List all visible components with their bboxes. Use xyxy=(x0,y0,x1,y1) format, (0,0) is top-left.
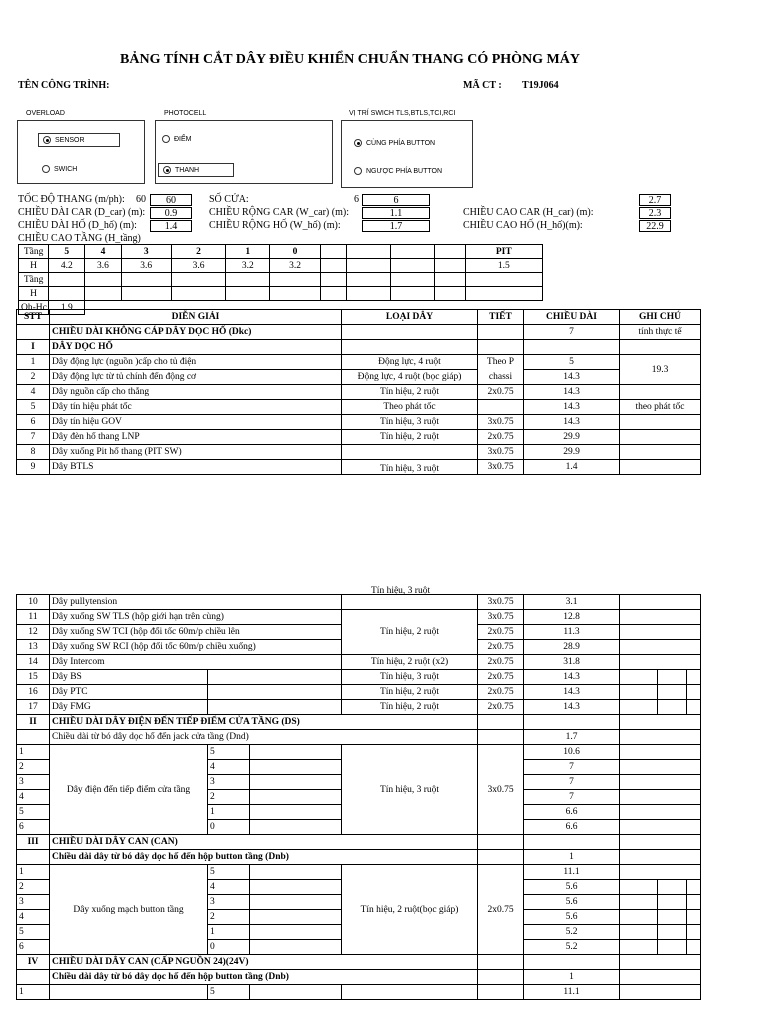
car-height-label: CHIỀU CAO CAR (H_car) (m): xyxy=(463,207,594,218)
overload-label: OVERLOAD xyxy=(26,110,65,117)
subsection-row: Chiều dài dây từ bó dây dọc hố đến hộp button tầng (Dnb) 1 xyxy=(17,850,701,865)
table-row: 4 2 7 xyxy=(17,790,701,805)
switch-position-label: VỊ TRÍ SWICH TLS,BTLS,TCI,RCI xyxy=(349,110,456,117)
table-row: 1 Dây điện đến tiếp điểm cửa tầng 5 Tín hiệu, 3 ruột 3x0.75 10.6 xyxy=(17,745,701,760)
table-row: 5 1 5.2 xyxy=(17,925,701,940)
floor-heights-table xyxy=(18,244,543,315)
photocell-group xyxy=(155,120,333,184)
photocell-label: PHOTOCELL xyxy=(164,110,207,117)
shaft-length-label: CHIỀU DÀI HỐ (D_hố) (m): xyxy=(18,220,137,231)
floor-height-label: CHIỀU CAO TẦNG (H_tầng) xyxy=(18,233,141,244)
switch-same-side-option[interactable]: CÙNG PHÍA BUTTON xyxy=(354,139,435,147)
overload-group xyxy=(17,120,145,184)
photocell-thanh-option[interactable]: THANH xyxy=(158,163,234,177)
table-row: 3 3 7 xyxy=(17,775,701,790)
table-row: 3 3 5.6 xyxy=(17,895,701,910)
table-row: 17 Dây FMG Tín hiệu, 2 ruột 2x0.75 14.3 xyxy=(17,700,701,715)
table-row: 14 Dây Intercom Tín hiệu, 2 ruột (x2) 2x0.75 31.8 xyxy=(17,655,701,670)
table-row: 8 Dây xuống Pit hố thang (PIT SW) 3x0.75 29.9 xyxy=(17,445,701,460)
subsection-row: Chiều dài từ bó dây dọc hố đến jack cửa tầng (Dnd) 1.7 xyxy=(17,730,701,745)
section-header: I DÂY DỌC HỐ xyxy=(17,340,701,355)
page-title: BẢNG TÍNH CẮT DÂY ĐIỀU KHIỂN CHUẨN THANG CÓ PHÒNG MÁY xyxy=(120,52,580,67)
table-row: 5 1 6.6 xyxy=(17,805,701,820)
table-row: 5 Dây tín hiệu phát tốc Theo phát tốc 14.3 theo phát tốc xyxy=(17,400,701,415)
code-value: T19J064 xyxy=(522,80,559,91)
shaft-width-input[interactable]: 1.7 xyxy=(362,220,430,232)
speed-value-a: 60 xyxy=(136,194,146,205)
cable-table-bottom xyxy=(16,594,701,1000)
table-row: 6 Dây tín hiệu GOV Tín hiệu, 3 ruột 3x0.75 14.3 xyxy=(17,415,701,430)
table-row: 1 Dây xuống mạch button tầng 5 Tín hiệu, 2 ruột(bọc giáp) 2x0.75 11.1 xyxy=(17,865,701,880)
doors-label: SỐ CỬA: xyxy=(209,194,249,205)
radio-selected-icon xyxy=(354,139,362,147)
table-row: 9 Dây BTLS Tín hiệu, 3 ruột 3x0.75 1.4 xyxy=(17,460,701,475)
table-header: STT DIỄN GIẢI LOẠI DÂY TIẾT CHIỀU DÀI GHI CHÚ xyxy=(17,310,701,325)
car-height-input[interactable]: 2.3 xyxy=(639,207,671,219)
table-row: 16 Dây PTC Tín hiệu, 2 ruột 2x0.75 14.3 xyxy=(17,685,701,700)
shaft-width-label: CHIỀU RỘNG HỐ (W_hố) (m): xyxy=(209,220,341,231)
switch-opposite-side-option[interactable]: NGƯỢC PHÍA BUTTON xyxy=(354,167,442,175)
cable-table-top xyxy=(16,309,701,475)
car-length-input[interactable]: 0.9 xyxy=(150,207,192,219)
ohhc-row: Oh-Hc 1.9 xyxy=(19,301,543,315)
table-row: 7 Dây đèn hố thang LNP Tín hiệu, 2 ruột 2x0.75 29.9 xyxy=(17,430,701,445)
table-row: 10 Dây pullytension 3x0.75 3.1 xyxy=(17,595,701,610)
table-row: 2 Dây động lực từ tủ chính đến động cơ Động lực, 4 ruột (bọc giáp) chassi 14.3 xyxy=(17,370,701,385)
pit-label: PIT xyxy=(465,245,543,259)
code-label: MÃ CT : xyxy=(463,80,502,91)
section-header: II CHIỀU DÀI DÂY ĐIỆN ĐẾN TIẾP ĐIỂM CỬA TẦNG (DS) xyxy=(17,715,701,730)
type-label: Tín hiệu, 3 ruột xyxy=(371,586,431,596)
dkc-row: CHIỀU DÀI KHÔNG CÁP DÂY DỌC HỐ (Dkc) 7 tính thực tế xyxy=(17,325,701,340)
table-row: 11 Dây xuống SW TLS (hộp giới hạn trên cùng) Tín hiệu, 2 ruột 3x0.75 12.8 xyxy=(17,610,701,625)
section-header: IV CHIỀU DÀI DÂY CAN (CẤP NGUỒN 24)(24V) xyxy=(17,955,701,970)
table-row: 4 2 5.6 xyxy=(17,910,701,925)
project-label: TÊN CÔNG TRÌNH: xyxy=(18,80,110,91)
car-length-label: CHIỀU DÀI CAR (D_car) (m): xyxy=(18,207,146,218)
shaft-height-input[interactable]: 22.9 xyxy=(639,220,671,232)
radio-icon xyxy=(42,165,50,173)
table-row: 6 0 5.2 xyxy=(17,940,701,955)
table-row: 15 Dây BS Tín hiệu, 3 ruột 2x0.75 14.3 xyxy=(17,670,701,685)
photocell-diem-option[interactable]: ĐIỂM xyxy=(162,135,192,143)
radio-selected-icon xyxy=(163,166,171,174)
doors-value-a: 6 xyxy=(354,194,359,205)
doors-input[interactable]: 6 xyxy=(362,194,430,206)
shaft-length-input[interactable]: 1.4 xyxy=(150,220,192,232)
radio-selected-icon xyxy=(43,136,51,144)
table-row: 2 4 7 xyxy=(17,760,701,775)
radio-icon xyxy=(354,167,362,175)
top-right-value[interactable]: 2.7 xyxy=(639,194,671,206)
car-width-label: CHIỀU RỘNG CAR (W_car) (m): xyxy=(209,207,349,218)
subsection-row: Chiều dài dây từ bó dây dọc hố đến hộp button tầng (Dnb) 1 xyxy=(17,970,701,985)
height-row-extra: H xyxy=(19,287,543,301)
table-row: 4 Dây nguồn cấp cho thắng Tín hiệu, 2 ruột 2x0.75 14.3 xyxy=(17,385,701,400)
table-row: 13 Dây xuống SW RCI (hộp đổi tốc 60m/p chiều xuống) 2x0.75 28.9 xyxy=(17,640,701,655)
shaft-height-label: CHIỀU CAO HỐ (H_hố)(m): xyxy=(463,220,583,231)
table-row: 2 4 5.6 xyxy=(17,880,701,895)
overload-sensor-option[interactable]: SENSOR xyxy=(38,133,120,147)
table-row: 6 0 6.6 xyxy=(17,820,701,835)
floor-row: Tầng 5 4 3 2 1 0 PIT xyxy=(19,245,543,259)
table-row: 1 Dây động lực (nguồn )cấp cho tủ điện Động lực, 4 ruột Theo P 5 19.3 xyxy=(17,355,701,370)
radio-icon xyxy=(162,135,170,143)
section-header: III CHIỀU DÀI DÂY CAN (CAN) xyxy=(17,835,701,850)
height-row: H 4.2 3.6 3.6 3.6 3.2 3.2 1.5 xyxy=(19,259,543,273)
table-row: 1 5 11.1 xyxy=(17,985,701,1000)
table-row: 12 Dây xuống SW TCI (hộp đổi tốc 60m/p chiều lên 2x0.75 11.3 xyxy=(17,625,701,640)
overload-switch-option[interactable]: SWICH xyxy=(42,165,77,173)
car-width-input[interactable]: 1.1 xyxy=(362,207,430,219)
switch-position-group xyxy=(341,120,473,188)
speed-input[interactable]: 60 xyxy=(150,194,192,206)
pit-value[interactable]: 1.5 xyxy=(465,259,543,273)
floor-row-extra: Tầng xyxy=(19,273,543,287)
speed-label: TỐC ĐỘ THANG (m/ph): xyxy=(18,194,125,205)
